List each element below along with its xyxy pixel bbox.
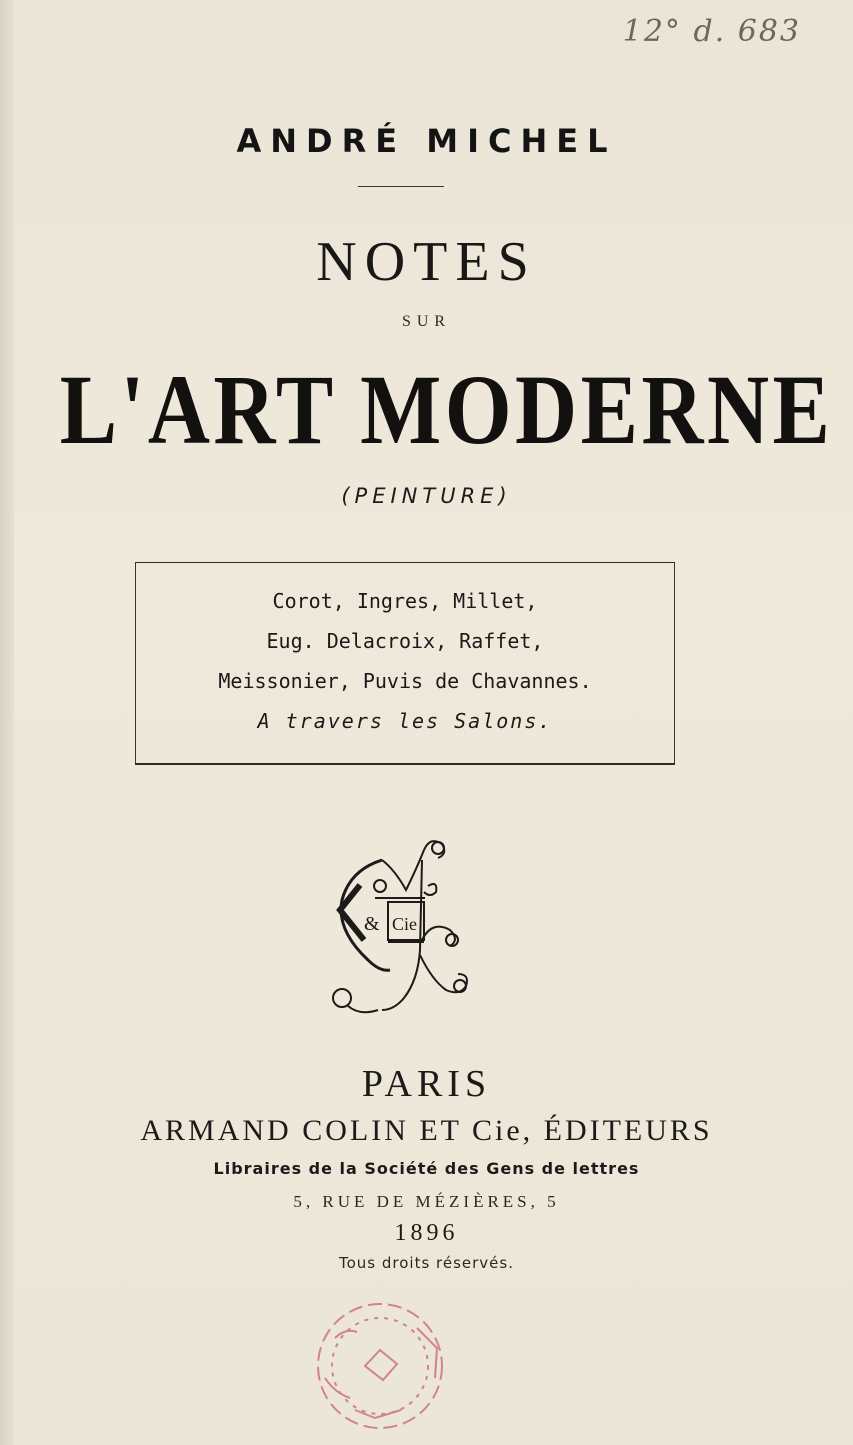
imprint-libraires: Libraires de la Société des Gens de lettres <box>213 1159 640 1178</box>
title-top: NOTES <box>316 231 537 293</box>
publisher-logo-icon <box>320 830 490 1030</box>
logo-company: Cie <box>392 914 417 934</box>
subtitle: (PEINTURE) <box>341 484 512 508</box>
shelfmark-annotation: 12° d. 683 <box>622 14 801 49</box>
imprint-address: 5, RUE DE MÉZIÈRES, 5 <box>293 1192 560 1211</box>
contents-line-2: Eug. Delacroix, Raffet, <box>266 629 544 653</box>
imprint-publisher: ARMAND COLIN ET Cie, ÉDITEURS <box>140 1114 713 1147</box>
library-stamp-icon <box>305 1298 455 1438</box>
imprint-rights: Tous droits réservés. <box>338 1254 514 1272</box>
title-connector: SUR <box>401 313 452 330</box>
imprint-city: PARIS <box>361 1063 492 1105</box>
contents-line-3: Meissonier, Puvis de Chavannes. <box>218 669 592 693</box>
contents-line-4: A travers les Salons. <box>257 709 553 733</box>
contents-line-1: Corot, Ingres, Millet, <box>272 589 538 613</box>
main-title: L'ART MODERNE <box>59 354 834 465</box>
title-divider <box>358 186 444 187</box>
imprint-year: 1896 <box>394 1220 459 1246</box>
author-name: ANDRÉ MICHEL <box>236 122 617 160</box>
logo-ampersand: & <box>364 913 380 935</box>
contents-box <box>135 562 675 765</box>
